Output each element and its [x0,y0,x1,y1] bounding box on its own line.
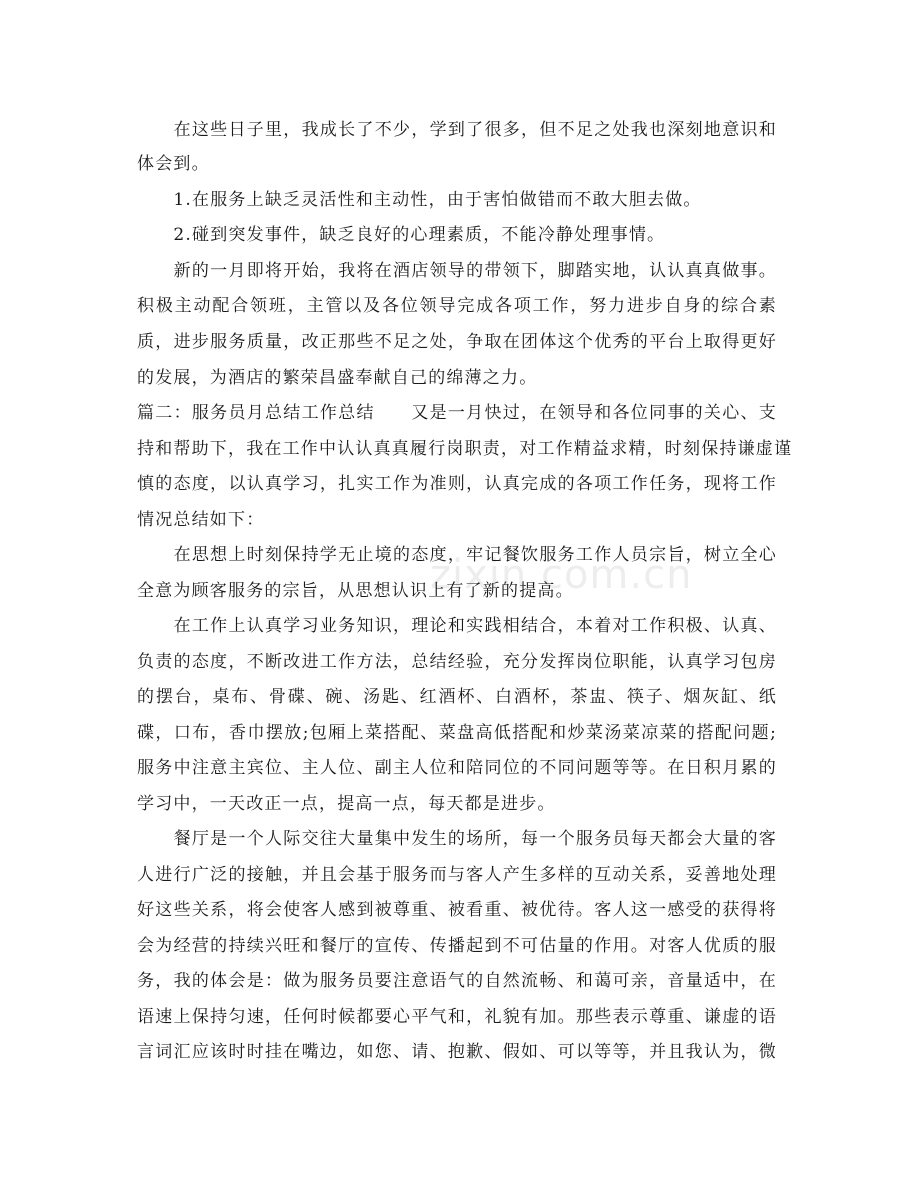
section-heading-line: 篇二：服务员月总结工作总结 又是一月快过，在领导和各位同事的关心、支 [137,403,777,423]
text-line: 餐厅是一个人际交往大量集中发生的场所，每一个服务员每天都会大量的客 [137,829,777,849]
text-line: 的发展，为酒店的繁荣昌盛奉献自己的绵薄之力。 [137,368,538,388]
text-line: 言词汇应该时时挂在嘴边，如您、请、抱歉、假如、可以等等，并且我认为，微 [137,1042,777,1062]
text-line: 好这些关系，将会使客人感到被尊重、被看重、被优待。客人这一感受的获得将 [137,900,777,920]
watermark: zixin.com.cn [430,552,693,598]
text-line: 的摆台，桌布、骨碟、碗、汤匙、红酒杯、白酒杯，茶盅、筷子、烟灰缸、纸 [137,687,777,707]
text-line: 碟，口布，香巾摆放;包厢上菜搭配、菜盘高低搭配和炒菜汤菜凉菜的搭配问题; [137,723,777,743]
text-line: 会为经营的持续兴旺和餐厅的宣传、传播起到不可估量的作用。对客人优质的服 [137,936,777,956]
text-line: 在工作上认真学习业务知识，理论和实践相结合，本着对工作积极、认真、 [137,616,777,636]
text-line: 2.碰到突发事件，缺乏良好的心理素质，不能冷静处理事情。 [137,225,666,245]
text-line: 体会到。 [137,154,210,174]
text-line: 负责的态度，不断改进工作方法，总结经验，充分发挥岗位职能，认真学习包房 [137,652,777,672]
text-line: 服务中注意主宾位、主人位、副主人位和陪同位的不同问题等等。在日积月累的 [137,758,777,778]
text-line: 全意为顾客服务的宗旨，从思想认识上有了新的提高。 [137,581,574,601]
text-line: 1.在服务上缺乏灵活性和主动性，由于害怕做错而不敢大胆去做。 [137,190,702,210]
text-line: 质，进步服务质量，改正那些不足之处，争取在团体这个优秀的平台上取得更好 [137,332,777,352]
text-line: 学习中，一天改正一点，提高一点，每天都是进步。 [137,794,556,814]
text-line: 在思想上时刻保持学无止境的态度，牢记餐饮服务工作人员宗旨，树立全心 [137,545,777,565]
text-line: 人进行广泛的接触，并且会基于服务而与客人产生多样的互动关系，妥善地处理 [137,865,777,885]
text-line: 情况总结如下： [137,510,265,530]
text-line: 慎的态度，以认真学习，扎实工作为准则，认真完成的各项工作任务，现将工作 [137,474,777,494]
text-line: 在这些日子里，我成长了不少，学到了很多，但不足之处我也深刻地意识和 [137,120,777,140]
text-line: 积极主动配合领班，主管以及各位领导完成各项工作，努力进步自身的综合素 [137,296,777,316]
text-line: 新的一月即将开始，我将在酒店领导的带领下，脚踏实地，认认真真做事。 [137,261,777,281]
text-line: 务，我的体会是：做为服务员要注意语气的自然流畅、和蔼可亲，音量适中，在 [137,971,777,991]
text-line: 持和帮助下，我在工作中认认真真履行岗职责，对工作精益求精，时刻保持谦虚谨 [137,439,793,459]
text-line: 语速上保持匀速，任何时候都要心平气和，礼貌有加。那些表示尊重、谦虚的语 [137,1007,777,1027]
